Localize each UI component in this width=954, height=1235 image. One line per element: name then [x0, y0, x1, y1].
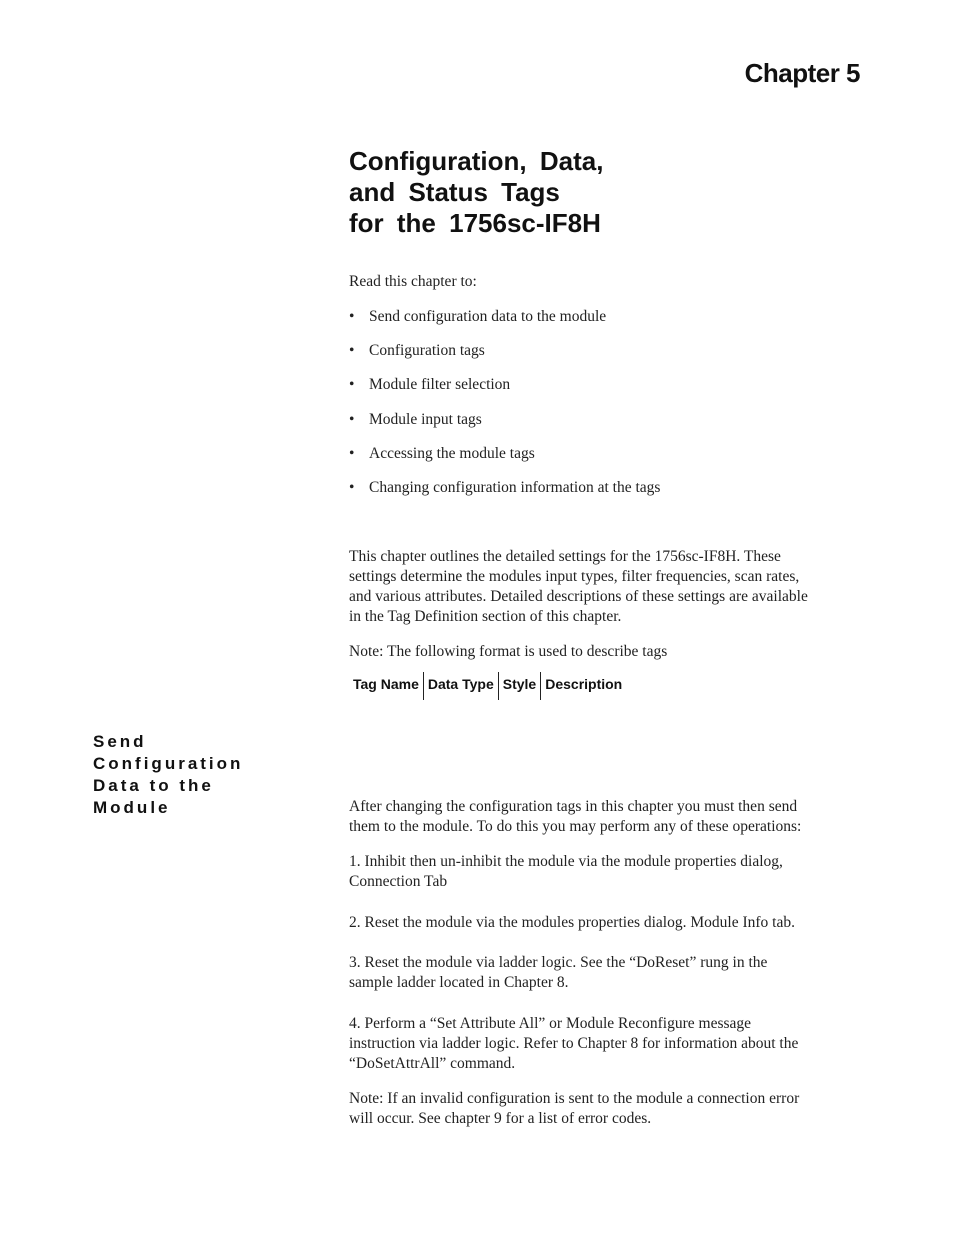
- list-item: • Module input tags: [349, 410, 482, 428]
- tag-name-column: Tag Name: [353, 676, 419, 692]
- bullet-icon: •: [349, 342, 355, 360]
- operation-item: 2. Reset the module via the modules properties dialog. Module Info tab.: [349, 914, 795, 931]
- description-column: Description: [540, 672, 626, 700]
- overview-paragraph: This chapter outlines the detailed settings for the 1756sc-IF8H. These settings determine the modules input types, filter frequencies, scan rates, and various attributes. Detailed descriptions of these settings are available in the Tag Definition section of this chapter.: [349, 548, 808, 625]
- send-intro-paragraph: After changing the configuration tags in this chapter you must then send them to the module. To do this you may perform any of these operations:: [349, 798, 802, 835]
- list-item: • Send configuration data to the module: [349, 308, 607, 325]
- list-item: • Changing configuration information at the tags: [349, 478, 661, 496]
- bullet-icon: •: [349, 308, 355, 325]
- chapter-label: Chapter 5: [744, 58, 860, 88]
- list-item: • Module filter selection: [349, 376, 511, 394]
- list-item: • Configuration tags: [349, 342, 485, 360]
- bullet-icon: •: [349, 376, 355, 394]
- bullet-icon: •: [349, 478, 355, 496]
- chapter-contents-list: [349, 307, 660, 512]
- chapter-title: [349, 146, 869, 239]
- style-column: Style: [498, 672, 540, 700]
- intro-text: Read this chapter to:: [349, 273, 477, 290]
- chapter-title-line: Configuration, Data,: [349, 146, 604, 176]
- chapter-title-line: for the 1756sc-IF8H: [349, 208, 601, 238]
- tag-format-row: [349, 672, 626, 700]
- chapter-title-line: and Status Tags: [349, 177, 560, 207]
- bullet-icon: •: [349, 410, 355, 428]
- data-type-column: Data Type: [423, 672, 498, 700]
- operation-item: 3. Reset the module via ladder logic. See the “DoReset” rung in the sample ladder located in Chapter 8.: [349, 954, 768, 991]
- section-heading: Send Configuration Data to the Module: [93, 732, 244, 817]
- error-note: Note: If an invalid configuration is sent to the module a connection error will occur. See chapter 9 for a list of error codes.: [349, 1090, 800, 1127]
- bullet-icon: •: [349, 444, 355, 462]
- operation-item: 4. Perform a “Set Attribute All” or Module Reconfigure message instruction via ladder logic. Refer to Chapter 8 for information about the “DoSetAttrAll” command.: [349, 1015, 799, 1072]
- list-item: • Accessing the module tags: [349, 444, 535, 462]
- format-note: Note: The following format is used to describe tags: [349, 643, 668, 660]
- operation-item: 1. Inhibit then un-inhibit the module via the module properties dialog, Connection Tab: [349, 853, 783, 890]
